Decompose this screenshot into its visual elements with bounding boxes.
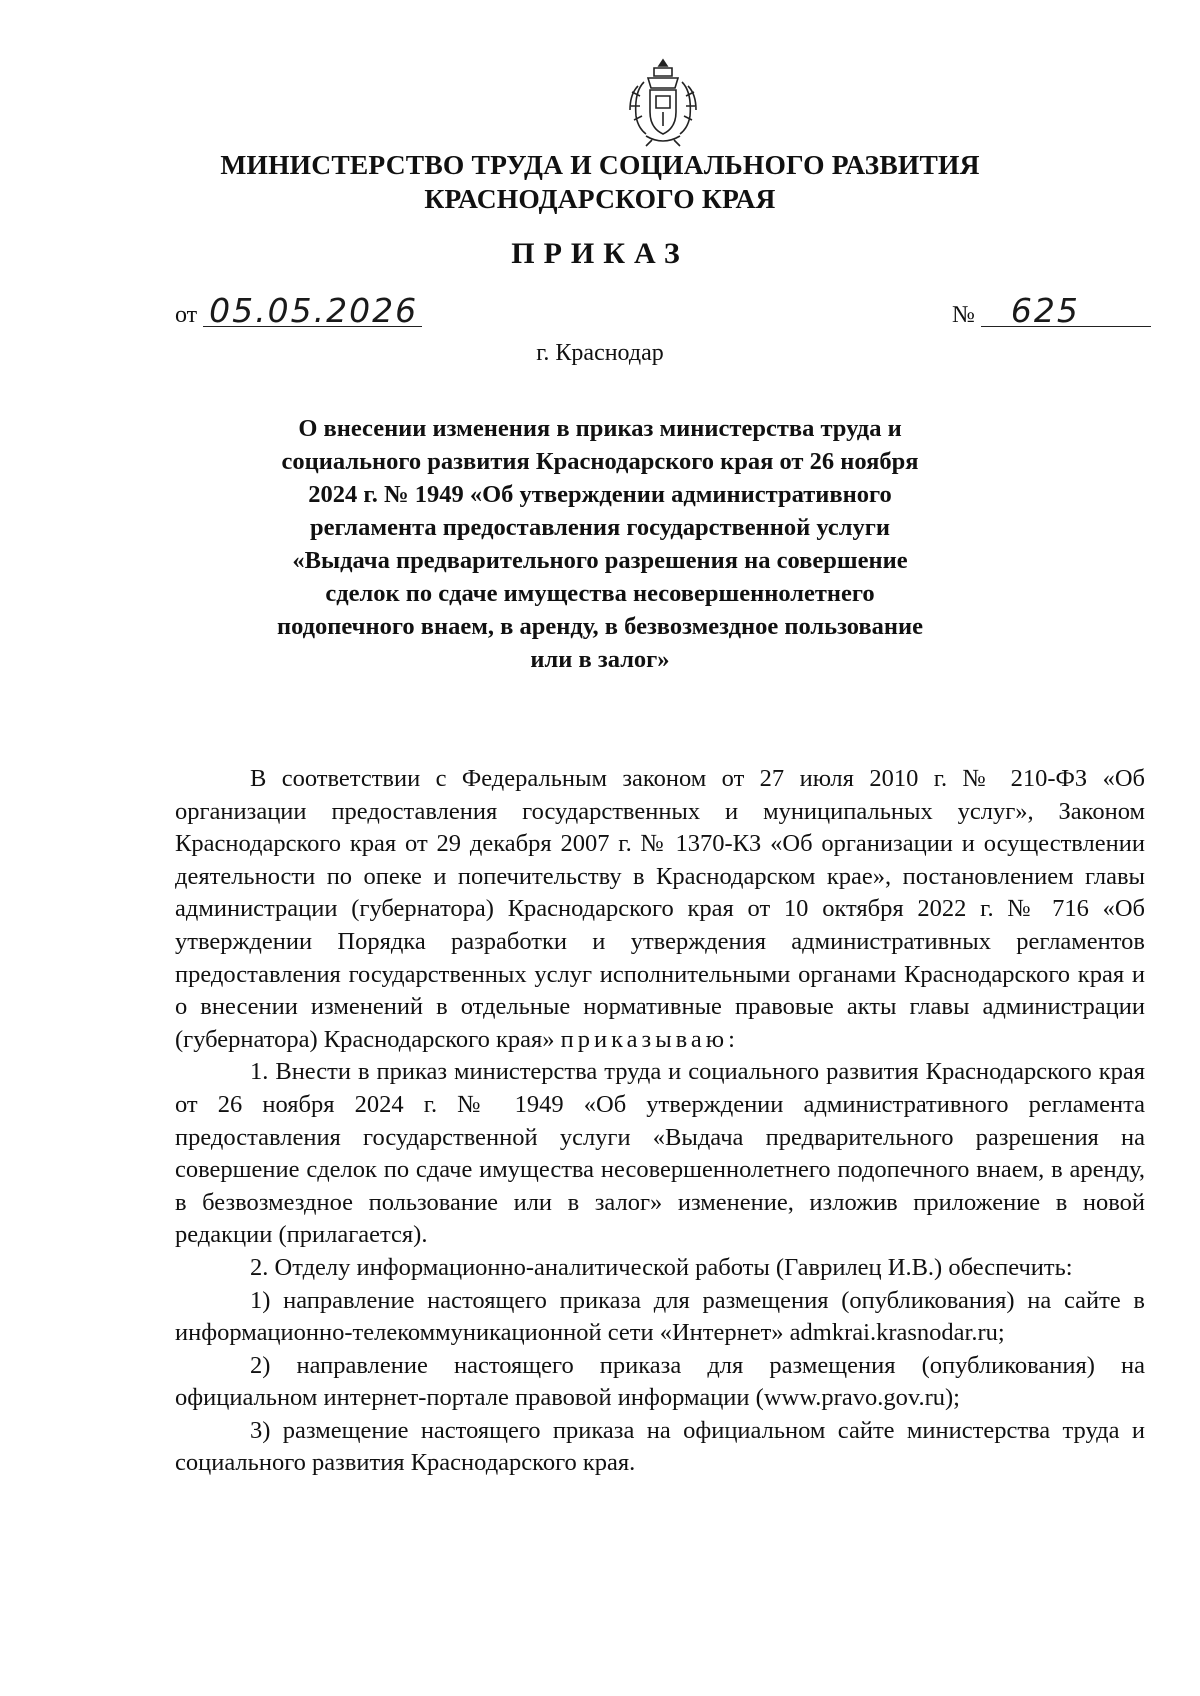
item-2-3: 3) размещение настоящего приказа на официальном сайте министерства труда и социального развития Краснодарского края.	[175, 1416, 1145, 1477]
order-date: 05.05.2026	[203, 296, 422, 327]
document-type-title: ПРИКАЗ	[511, 237, 689, 270]
order-number: 625	[981, 296, 1151, 327]
preamble-paragraph	[175, 763, 1145, 1056]
item-2-2: 2) направление настоящего приказа для размещения (опубликования) на официальном интернет-портале правовой информации (www.pravo.gov.ru);	[175, 1351, 1145, 1412]
ministry-name	[160, 148, 1040, 216]
number-prefix: №	[952, 302, 975, 328]
item-1: 1. Внести в приказ министерства труда и социального развития Краснодарского края от 26 ноября 2024 г. № 1949 «Об утверждении административного регламента предоставления государственной услуги «Выдача предварительного разрешения на совершение сделок по сдаче имущества несовершеннолетнего подопечного внаем, в аренду, в безвозмездное пользование или в залог» изменение, изложив приложение в новой редакции (прилагается).	[175, 1058, 1145, 1249]
coat-of-arms-icon	[624, 56, 702, 148]
order-number-line	[952, 291, 1151, 330]
orders-word: приказываю:	[560, 1025, 739, 1053]
item-2: 2. Отделу информационно-аналитической работы (Гаврилец И.В.) обеспечить:	[250, 1253, 1073, 1281]
city: г. Краснодар	[536, 340, 664, 366]
order-body	[175, 763, 1145, 1480]
order-date-line	[175, 291, 422, 330]
item-2-1: 1) направление настоящего приказа для размещения (опубликования) на сайте в информационно-телекоммуникационной сети «Интернет» admkrai.krasnodar.ru;	[175, 1286, 1145, 1347]
order-subject: О внесении изменения в приказ министерства труда и социального развития Краснодарского края от 26 ноября 2024 г. № 1949 «Об утверждении административного регламента предоставления государственной услуги «Выдача предварительного разрешения на совершение сделок по сдаче имущества несовершеннолетнего подопечного внаем, в аренду, в безвозмездное пользование или в залог»	[276, 415, 924, 673]
ministry-line-2: КРАСНОДАРСКОГО КРАЯ	[424, 183, 776, 214]
preamble-text: В соответствии с Федеральным законом от 27 июля 2010 г. № 210-ФЗ «Об организации предоставления государственных и муниципальных услуг», Законом Краснодарского края от 29 декабря 2007 г. № 1370-КЗ «Об организации и осуществлении деятельности по опеке и попечительству в Краснодарском крае», постановлением главы администрации (губернатора) Краснодарского края от 10 октября 2022 г. № 716 «Об утверждении Порядка разработки и утверждения административных регламентов предоставления государственных услуг исполнительными органами Краснодарского края и о внесении изменений в отдельные нормативные правовые акты главы администрации (губернатора) Краснодарского края»	[175, 765, 1145, 1053]
date-prefix: от	[175, 302, 198, 328]
ministry-line-1: МИНИСТЕРСТВО ТРУДА И СОЦИАЛЬНОГО РАЗВИТИЯ	[220, 149, 980, 180]
